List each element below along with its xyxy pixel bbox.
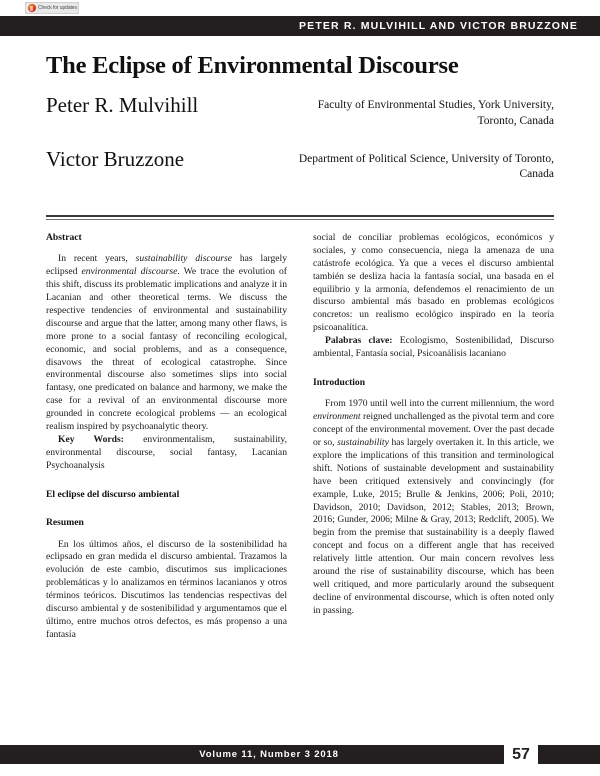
crossmark-badge[interactable] <box>25 2 79 14</box>
page-title: The Eclipse of Environmental Discourse <box>46 52 459 79</box>
footer-volume-text: Volume 11, Number 3 2018 <box>199 749 339 760</box>
column-right <box>313 232 554 730</box>
introduction-italic-2: sustainability <box>337 437 389 449</box>
abstract-heading: Abstract <box>46 232 82 243</box>
crossmark-logo-icon <box>28 4 36 12</box>
running-head-text: PETER R. MULVIHILL AND VICTOR BRUZZONE <box>299 20 578 32</box>
running-head-bar <box>0 16 600 36</box>
palabras-clave-label: Palabras clave: <box>325 335 393 347</box>
author-row-1 <box>46 93 554 128</box>
author-row-2 <box>46 147 554 182</box>
author-name-1: Peter R. Mulvihill <box>46 93 199 118</box>
abstract-italic-1: sustainability discourse <box>135 253 233 265</box>
page-footer <box>0 745 600 764</box>
keywords-label: Key Words: <box>58 433 124 445</box>
body-columns <box>46 232 554 730</box>
page-number <box>504 745 538 764</box>
footer-bar-tail <box>538 745 600 764</box>
divider-thin-line <box>46 219 554 220</box>
introduction-italic-1: environment <box>313 411 361 423</box>
keywords-text: environmentalism, sustainability, environmental discourse, social fantasy, Lacanian Psychoanalysis <box>46 433 287 471</box>
author-affiliation-1: Faculty of Environmental Studies, York University, Toronto, Canada <box>317 99 554 127</box>
introduction-paragraph: From 1970 until well into the current millennium, the word environment reigned unchallenged as the pivotal term and core concept of the environmental movement. Over the past decade or so, sustainability has largely overtaken it. In this article, we explore the implications of this transition and terminological shift. Notions of sustainable development and sustainability have been critiqued extensively and convincingly (for example, Luke, 2015; Brulle & Jenkins, 2006; Poli, 2010; Davidson, 2010; Davidson, 2012; Stables, 2013; Brown, 2016; Gunder, 2006; Milne & Gray, 2013; Redclift, 2005). We begin from the premise that sustainability is a deeply flawed concept and focus on a different angle that has received relatively little attention. Our main concern revolves less around the rise of sustainability discourse, which has been well critiqued, and more particularly around the subsequent decline of environmental discourse, which is often noted only in passing. <box>313 398 555 616</box>
page-number-text: 57 <box>512 745 530 763</box>
palabras-clave-text: Ecologismo, Sostenibilidad, Discurso ambiental, Fantasía social, Psicoanálisis lacaniano <box>313 335 554 360</box>
footer-bar <box>0 745 504 764</box>
introduction-heading: Introduction <box>313 376 366 388</box>
spanish-title: El eclipse del discurso ambiental <box>46 488 180 500</box>
title-block <box>46 52 554 182</box>
resumen-paragraph-right: social de conciliar problemas ecológicos, económicos y sociales, y como consecuencia, niega la amenaza de una catástrofe ecológica. Ya que a veces el discurso ambiental también se desliza hacia la fantasía social, una basada en el equilibrio y la armonía, defendemos el renacimiento de un discurso ambiental más basado en problemas ecológicos concretos: un realismo ecológico inspirado en la teoría psicoanalítica. <box>313 232 554 334</box>
abstract-italic-2: environmental discourse <box>81 266 178 278</box>
column-left <box>46 232 287 730</box>
palabras-clave-paragraph <box>313 335 554 361</box>
keywords-paragraph <box>46 434 287 473</box>
author-affiliation-2: Department of Political Science, University of Toronto, Canada <box>298 152 554 180</box>
abstract-paragraph: In recent years, sustainability discourse has largely eclipsed environmental discourse. We trace the evolution of this shift, discuss its problematic implications and analyze it in Lacanian and other theoretical terms. We discuss the respective tendencies of environmental and sustainability discourse and argue that the latter, among many other flaws, is more prone to a social fantasy of reconciling ecological, economic, and social problems, and as a consequence, disavows the threat of ecological catastrophe. Since environmental discourse also sometimes slips into social fantasy, one predicated on balance and harmony, we make the case for a revival of an environmental discourse more grounded in concrete ecological problems — an ecological realism inspired by psychoanalytic theory. <box>46 253 287 433</box>
header-divider <box>46 215 554 220</box>
crossmark-label: Check for updates <box>38 5 77 11</box>
resumen-paragraph-left: En los últimos años, el discurso de la sostenibilidad ha eclipsado en gran medida el discurso ambiental. Trazamos la evolución de este cambio, discutimos sus implicaciones problemáticas y lo analizamos en términos lacanianos y otros términos teóricos. Discutimos las tendencias respectivas del discurso ambiental y de sostenibilidad y argumentamos que el último, entre muchos otros defectos, es más propenso a una fantasía <box>46 538 287 640</box>
author-name-2: Victor Bruzzone <box>46 146 185 171</box>
resumen-heading: Resumen <box>46 517 84 529</box>
